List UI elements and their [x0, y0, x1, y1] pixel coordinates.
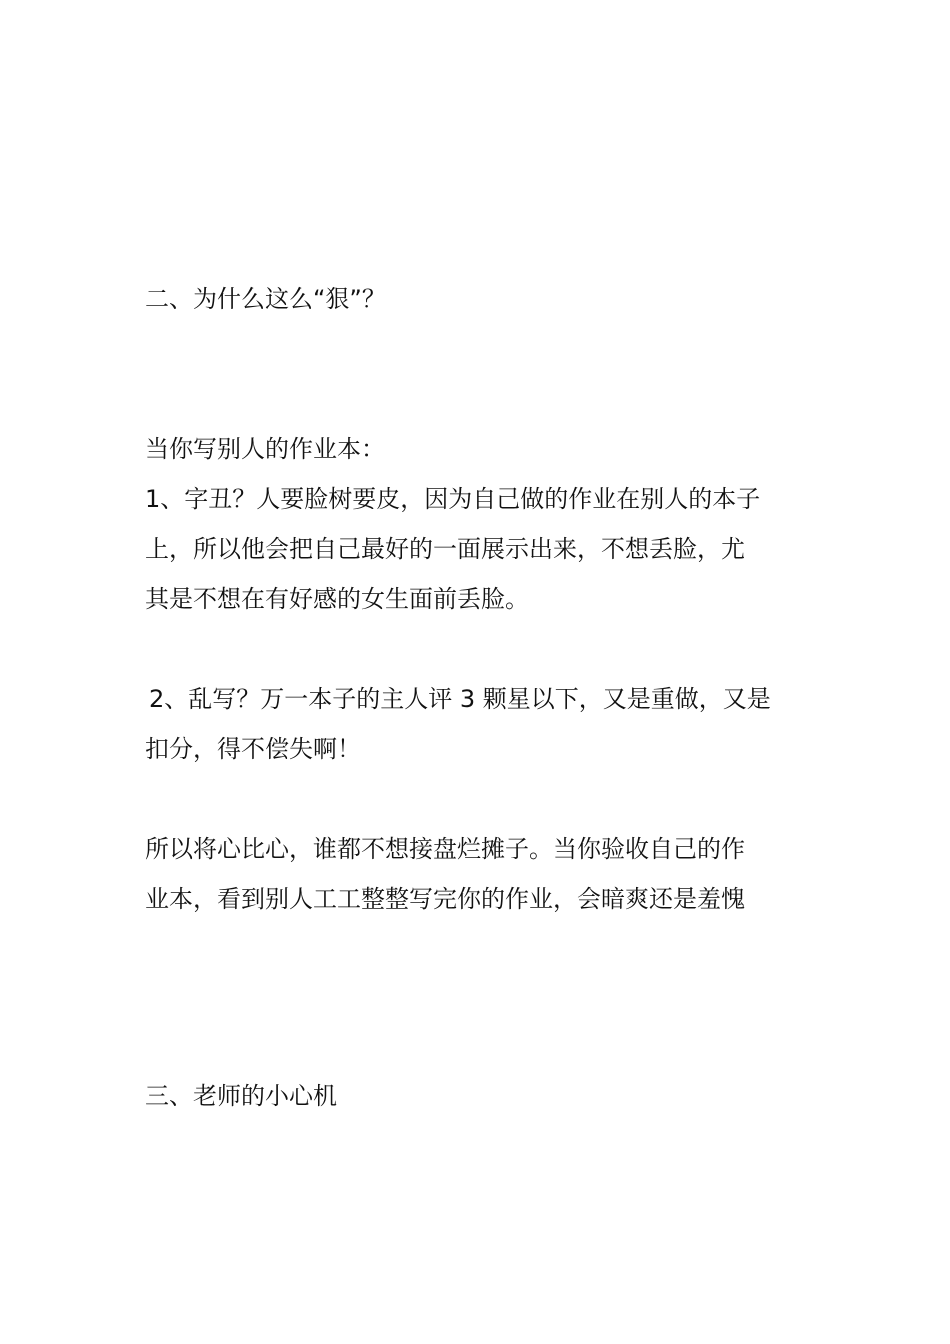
- point-2-line-2: 扣分，得不偿失啊！: [145, 735, 361, 763]
- point-1-line-1: 1、字丑？人要脸树要皮，因为自己做的作业在别人的本子: [145, 485, 761, 513]
- section-heading-teacher-trick: 三、老师的小心机: [145, 1082, 337, 1110]
- conclusion-line-1: 所以将心比心，谁都不想接盘烂摊子。当你验收自己的作: [145, 835, 745, 863]
- point-2-line-1: 2、乱写？万一本子的主人评 3 颗星以下，又是重做，又是: [149, 685, 771, 713]
- paragraph-intro: 当你写别人的作业本：: [145, 435, 385, 463]
- conclusion-line-2: 业本，看到别人工工整整写完你的作业，会暗爽还是羞愧: [145, 885, 745, 913]
- point-1-line-2: 上，所以他会把自己最好的一面展示出来，不想丢脸，尤: [145, 535, 745, 563]
- section-heading-why-so-harsh: 二、为什么这么“狠”？: [145, 285, 386, 313]
- point-1-line-3: 其是不想在有好感的女生面前丢脸。: [145, 585, 529, 613]
